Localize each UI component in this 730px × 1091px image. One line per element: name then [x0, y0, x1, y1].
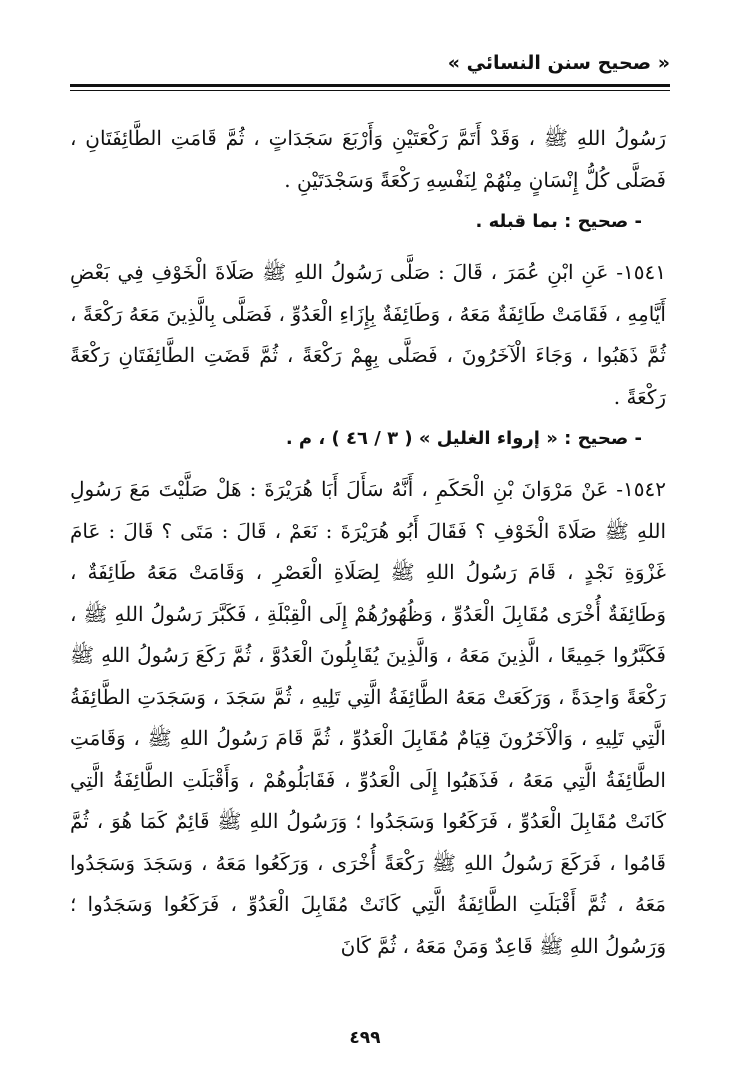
hadith-grade: - صحيح : بما قبله .	[475, 211, 642, 232]
hadith-1541: ١٥٤١- عَنِ ابْنِ عُمَرَ ، قَالَ : صَلَّى رَسُولُ اللهِ ﷺ صَلَاةَ الْخَوْفِ فِي بَعْضِ أَيَّامِهِ ، فَقَامَتْ طَائِفَةٌ مَعَهُ ، وَطَائِفَةٌ بِإِزَاءِ الْعَدُوِّ ، فَصَلَّى بِالَّذِينَ مَعَهُ رَكْعَةً ، ثُمَّ ذَهَبُوا ، وَجَاءَ الْآخَرُونَ ، فَصَلَّى بِهِمْ رَكْعَةً ، ثُمَّ قَضَتِ الطَّائِفَتَانِ رَكْعَةً رَكْعَةً .	[70, 260, 666, 409]
spacer	[70, 242, 666, 252]
header-divider	[70, 84, 670, 90]
page-body	[70, 118, 666, 967]
running-header	[70, 46, 670, 86]
hadith-continuation: رَسُولُ اللهِ ﷺ ، وَقَدْ أَتَمَّ رَكْعَتَيْنِ وَأَرْبَعَ سَجَدَاتٍ ، ثُمَّ قَامَتِ الطَّائِفَتَانِ ، فَصَلَّى كُلُّ إِنْسَانٍ مِنْهُمْ لِنَفْسِهِ رَكْعَةً وَسَجْدَتَيْنِ .	[70, 126, 666, 192]
page-number: ٤٩٩	[349, 1028, 381, 1048]
hadith-grade: - صحيح : « إرواء الغليل » ( ٣ / ٤٦ ) ، م .	[285, 428, 642, 449]
spacer	[70, 459, 666, 469]
hadith-1542: ١٥٤٢- عَنْ مَرْوَانَ بْنِ الْحَكَمِ ، أَنَّهُ سَأَلَ أَبَا هُرَيْرَةَ : هَلْ صَلَّيْتَ مَعَ رَسُولِ اللهِ ﷺ صَلَاةَ الْخَوْفِ ؟ فَقَالَ أَبُو هُرَيْرَةَ : نَعَمْ ، قَالَ : مَتَى ؟ قَالَ : عَامَ غَزْوَةِ نَجْدٍ ، قَامَ رَسُولُ اللهِ ﷺ لِصَلَاةِ الْعَصْرِ ، وَقَامَتْ مَعَهُ طَائِفَةٌ ، وَطَائِفَةٌ أُخْرَى مُقَابِلَ الْعَدُوِّ ، وَظُهُورُهُمْ إِلَى الْقِبْلَةِ ، فَكَبَّرَ رَسُولُ اللهِ ﷺ ، فَكَبَّرُوا جَمِيعًا ، الَّذِينَ مَعَهُ ، وَالَّذِينَ يُقَابِلُونَ الْعَدُوَّ ، ثُمَّ رَكَعَ رَسُولُ اللهِ ﷺ رَكْعَةً وَاحِدَةً ، وَرَكَعَتْ مَعَهُ الطَّائِفَةُ الَّتِي تَلِيهِ ، ثُمَّ سَجَدَ ، وَسَجَدَتِ الطَّائِفَةُ الَّتِي تَلِيهِ ، وَالْآخَرُونَ قِيَامٌ مُقَابِلَ الْعَدُوِّ ، ثُمَّ قَامَ رَسُولُ اللهِ ﷺ ، وَقَامَتِ الطَّائِفَةُ الَّتِي مَعَهُ ، فَذَهَبُوا إِلَى الْعَدُوِّ ، فَقَابَلُوهُمْ ، وَأَقْبَلَتِ الطَّائِفَةُ الَّتِي كَانَتْ مُقَابِلَ الْعَدُوِّ ، فَرَكَعُوا وَسَجَدُوا ؛ وَرَسُولُ اللهِ ﷺ قَائِمٌ كَمَا هُوَ ، ثُمَّ قَامُوا ، فَرَكَعَ رَسُولُ اللهِ ﷺ رَكْعَةً أُخْرَى ، وَرَكَعُوا مَعَهُ ، وَسَجَدَ وَسَجَدُوا مَعَهُ ، ثُمَّ أَقْبَلَتِ الطَّائِفَةُ الَّتِي كَانَتْ مُقَابِلَ الْعَدُوِّ ، فَرَكَعُوا وَسَجَدُوا ؛ وَرَسُولُ اللهِ ﷺ قَاعِدٌ وَمَنْ مَعَهُ ، ثُمَّ كَانَ	[70, 477, 666, 958]
book-title: « صحيح سنن النسائي »	[447, 52, 670, 74]
